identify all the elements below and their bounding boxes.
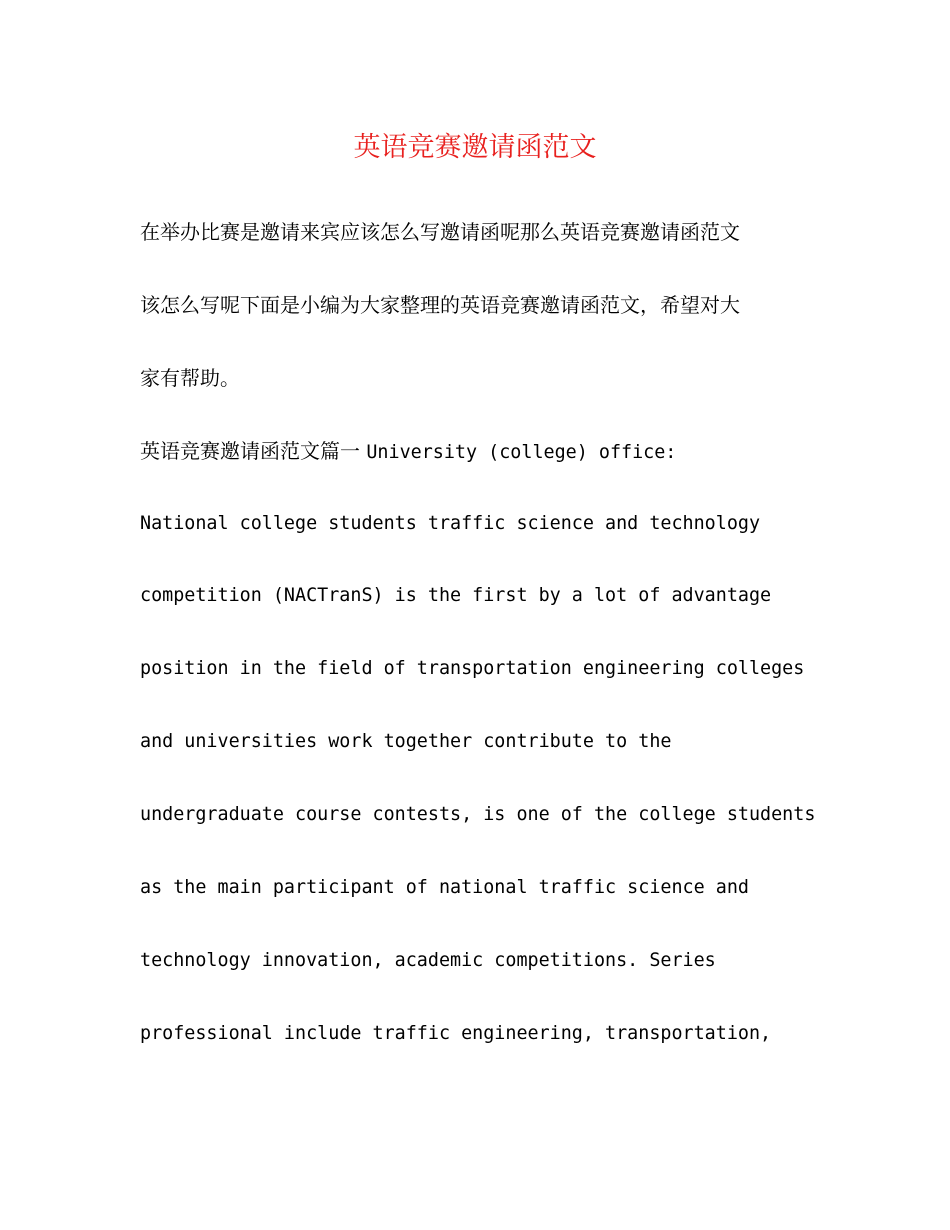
body-line-5: National college students traffic science and technology bbox=[140, 512, 761, 534]
body-line-9: undergraduate course contests, is one of the college students bbox=[140, 804, 816, 826]
body-line-4 bbox=[140, 431, 820, 504]
document-body bbox=[140, 212, 820, 1087]
body-line-3: 家有帮助。 bbox=[140, 365, 240, 390]
body-line-4-latin: University (college) office: bbox=[366, 441, 677, 463]
body-line-2: 该怎么写呢下面是小编为大家整理的英语竞赛邀请函范文，希望对大 bbox=[140, 292, 740, 317]
document-title: 英语竞赛邀请函范文 bbox=[353, 132, 597, 163]
body-line-8: and universities work together contribute to the bbox=[140, 731, 672, 753]
body-line-4-chinese: 英语竞赛邀请函范文篇一 bbox=[140, 438, 367, 463]
body-line-7: position in the field of transportation engineering colleges bbox=[140, 658, 805, 680]
body-line-12: professional include traffic engineering, transportation, bbox=[140, 1022, 772, 1044]
body-line-10: as the main participant of national traffic science and bbox=[140, 877, 749, 899]
body-line-1: 在举办比赛是邀请来宾应该怎么写邀请函呢那么英语竞赛邀请函范文 bbox=[140, 220, 740, 244]
body-line-11: technology innovation, academic competitions. Series bbox=[140, 949, 716, 971]
body-line-6: competition (NACTranS) is the first by a lot of advantage bbox=[140, 585, 772, 607]
